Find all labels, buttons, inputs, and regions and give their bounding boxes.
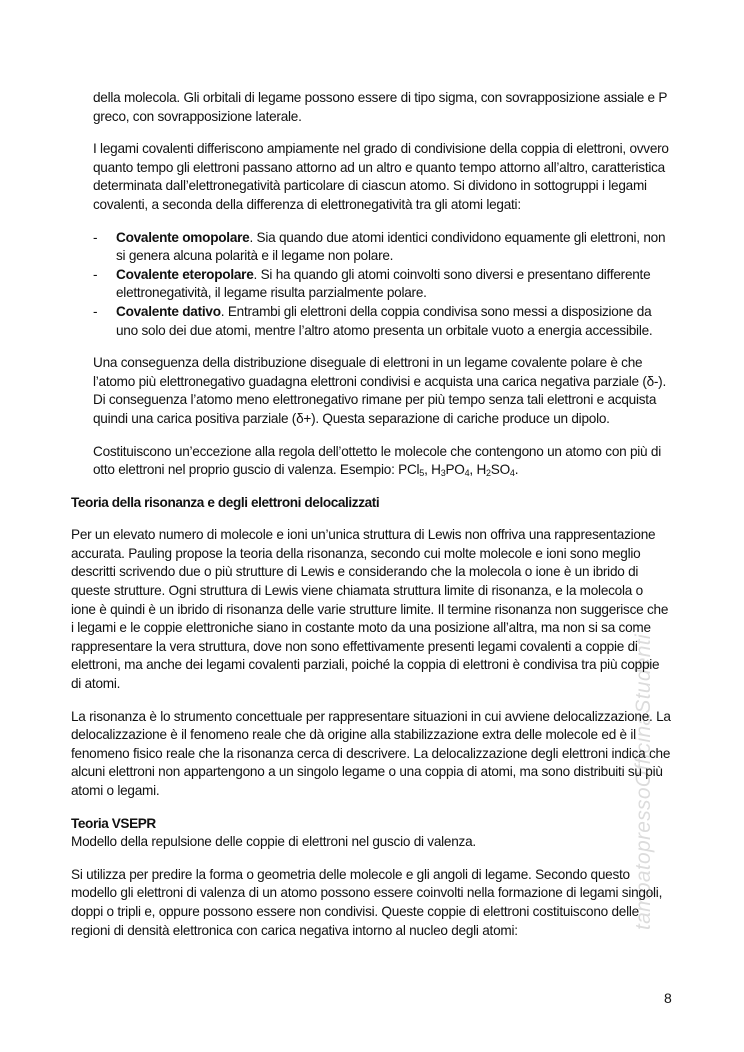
section-heading-vsepr: Teoria VSEPR (71, 815, 156, 831)
octet-exception-text: Costituiscono un’eccezione alla regola dell’ottetto le molecole che contengono un atomo con più di otto elettroni nel proprio guscio di valenza. Esempio: (93, 443, 661, 478)
watermark: tampatopressoOfficinaStudenti (632, 634, 655, 930)
list-dash: - (93, 266, 98, 282)
list-item (93, 229, 671, 266)
list-item-term: Covalente eteropolare (116, 266, 254, 282)
list-item (93, 266, 671, 303)
page-number: 8 (664, 990, 672, 1006)
paragraph-vsepr-definition: Modello della repulsione delle coppie di elettroni nel guscio di valenza. (71, 834, 476, 850)
list-dash: - (93, 303, 98, 319)
section-heading-resonance: Teoria della risonanza e degli elettroni delocalizzati (71, 494, 380, 510)
list-item-text: . Entrambi gli elettroni della coppia condivisa sono messi a disposizione da uno solo dei due atomi, mentre l’altro atomo presenta un orbitale vuoto a energia accessibile. (116, 303, 653, 338)
paragraph-orbitals: della molecola. Gli orbitali di legame possono essere di tipo sigma, con sovrapposizione assiale e P greco, con sovrapposizione laterale. (93, 90, 667, 124)
paragraph-resonance-theory: Per un elevato numero di molecole e ioni un’unica struttura di Lewis non offriva una rappresentazione accurata. Pauling propose la teoria della risonanza, secondo cui molte molecole e ioni sono meglio descritti scrivendo due o più strutture di Lewis e considerando che la molecola o ione è un ibrido di queste strutture. Ogni struttura di Lewis viene chiamata struttura limite di risonanza, e la molecola o ione è quindi è un ibrido di risonanza delle varie strutture limite. Il termine risonanza non suggerisce che i legami e le coppie elettroniche siano in costante moto da una posizione all’altra, ma non si sa come rappresentare la vera struttura, dove non sono effettivamente presenti legami covalenti a coppie di elettroni, ma anche dei legami covalenti parziali, poiché la coppia di elettroni è condivisa tra più coppie di atomi. (71, 527, 669, 692)
covalent-types-list (93, 229, 671, 341)
list-item (93, 303, 671, 340)
list-item-term: Covalente dativo (116, 303, 221, 319)
page-content (71, 89, 671, 954)
list-dash: - (93, 229, 98, 245)
list-item-term: Covalente omopolare (116, 229, 250, 245)
formula: PCl$_5$, (398, 462, 432, 479)
formula: $H_3PO_4$, (431, 462, 477, 479)
list-item-text: . Si ha quando gli atomi coinvolti sono diversi e presentano differente elettronegatività, il legame risulta parzialmente polare. (116, 266, 651, 301)
paragraph-octet-exception (93, 443, 671, 480)
paragraph-vsepr-usage: Si utilizza per predire la forma o geometria delle molecole e gli angoli di legame. Secondo questo modello gli elettroni di valenza di un atomo possono essere coinvolti nella formazione di legami singoli, doppi o tripli e, oppure possono essere non condivisi. Queste coppie di elettroni costituiscono delle regioni di densità elettronica con carica negativa intorno al nucleo degli atomi: (71, 866, 663, 938)
list-item-text: . Sia quando due atomi identici condividono equamente gli elettroni, non si genera alcuna polarità e il legame non polare. (116, 229, 666, 264)
paragraph-dipole: Una conseguenza della distribuzione diseguale di elettroni in un legame covalente polare è che l’atomo più elettronegativo guadagna elettroni condivisi e acquista una carica negativa parziale (δ-). Di conseguenza l’atomo meno elettronegativo rimane per più tempo senza tali elettroni e acquista quindi una carica positiva parziale (δ+). Questa separazione di cariche produce un dipolo. (93, 355, 666, 426)
paragraph-delocalization: La risonanza è lo strumento concettuale per rappresentare situazioni in cui avviene delocalizzazione. La delocalizzazione è il fenomeno reale che dà origine alla stabilizzazione extra delle molecole ed è il fenomeno fisico reale che la risonanza cerca di descrivere. La delocalizzazione degli elettroni indica che alcuni elettroni non appartengono a un singolo legame o una coppia di atomi, ma sono distribuiti su più atomi o legami. (71, 708, 671, 798)
paragraph-covalent-bonds: I legami covalenti differiscono ampiamente nel grado di condivisione della coppia di elettroni, ovvero quanto tempo gli elettroni passano attorno ad un altro e quanto tempo attorno all’altro, caratteristica determinata dall’elettronegatività particolare di ciascun atomo. Si dividono in sottogruppi i legami covalenti, a seconda della differenza di elettronegatività tra gli atomi legati: (93, 141, 669, 212)
formula: $H_2SO_4$. (476, 462, 519, 479)
